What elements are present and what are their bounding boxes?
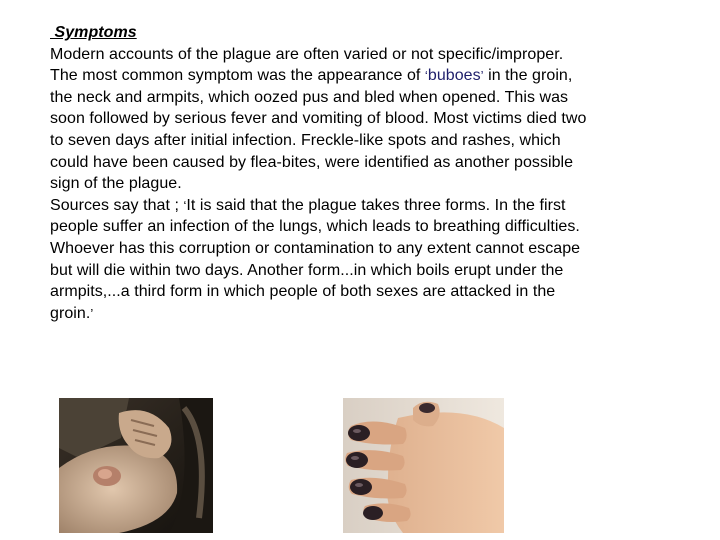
open-quote: ‘ <box>424 68 428 84</box>
paragraph-sources-quote: It is said that the plague takes three forms. In the first people suffer an infection of the lungs, which leads to breathing difficulties. Whoever has this corruption or contamination to any extent cannot escape but will die within two days. Another form...in which boils erupt under the armpits,...a third form in which people of both sexes are attacked in the groin. <box>50 196 581 322</box>
section-heading <box>50 22 595 44</box>
photo-bubo-groin <box>59 398 213 533</box>
paragraph-sources <box>50 195 595 325</box>
paragraph-sources-intro: Sources say that ; <box>50 196 184 214</box>
photo-blackened-fingers <box>343 398 504 533</box>
quote-open: ‘ <box>183 197 187 213</box>
paragraph-symptoms-text-b: in the groin, the neck and armpits, which oozed pus and bled when opened. This was soon followed by serious fever and vomiting of blood. Most victims died two to seven days after initial infection. Freckle-like spots and rashes, which could have been caused by flea-bites, were identified as another possible sign of the plague. <box>50 67 587 193</box>
term-buboes: buboes <box>427 67 481 85</box>
photo-bubo-groin-illustration <box>59 398 213 533</box>
paragraph-symptoms-text-a: Modern accounts of the plague are often varied or not specific/improper. The most common symptom was the appearance of <box>50 45 564 85</box>
quote-close: ’ <box>90 305 94 321</box>
text-block <box>50 22 595 324</box>
paragraph-symptoms <box>50 44 595 195</box>
section-heading-text: Symptoms <box>54 24 137 41</box>
close-quote: ’ <box>480 68 484 84</box>
photo-blackened-fingers-illustration <box>343 398 504 533</box>
